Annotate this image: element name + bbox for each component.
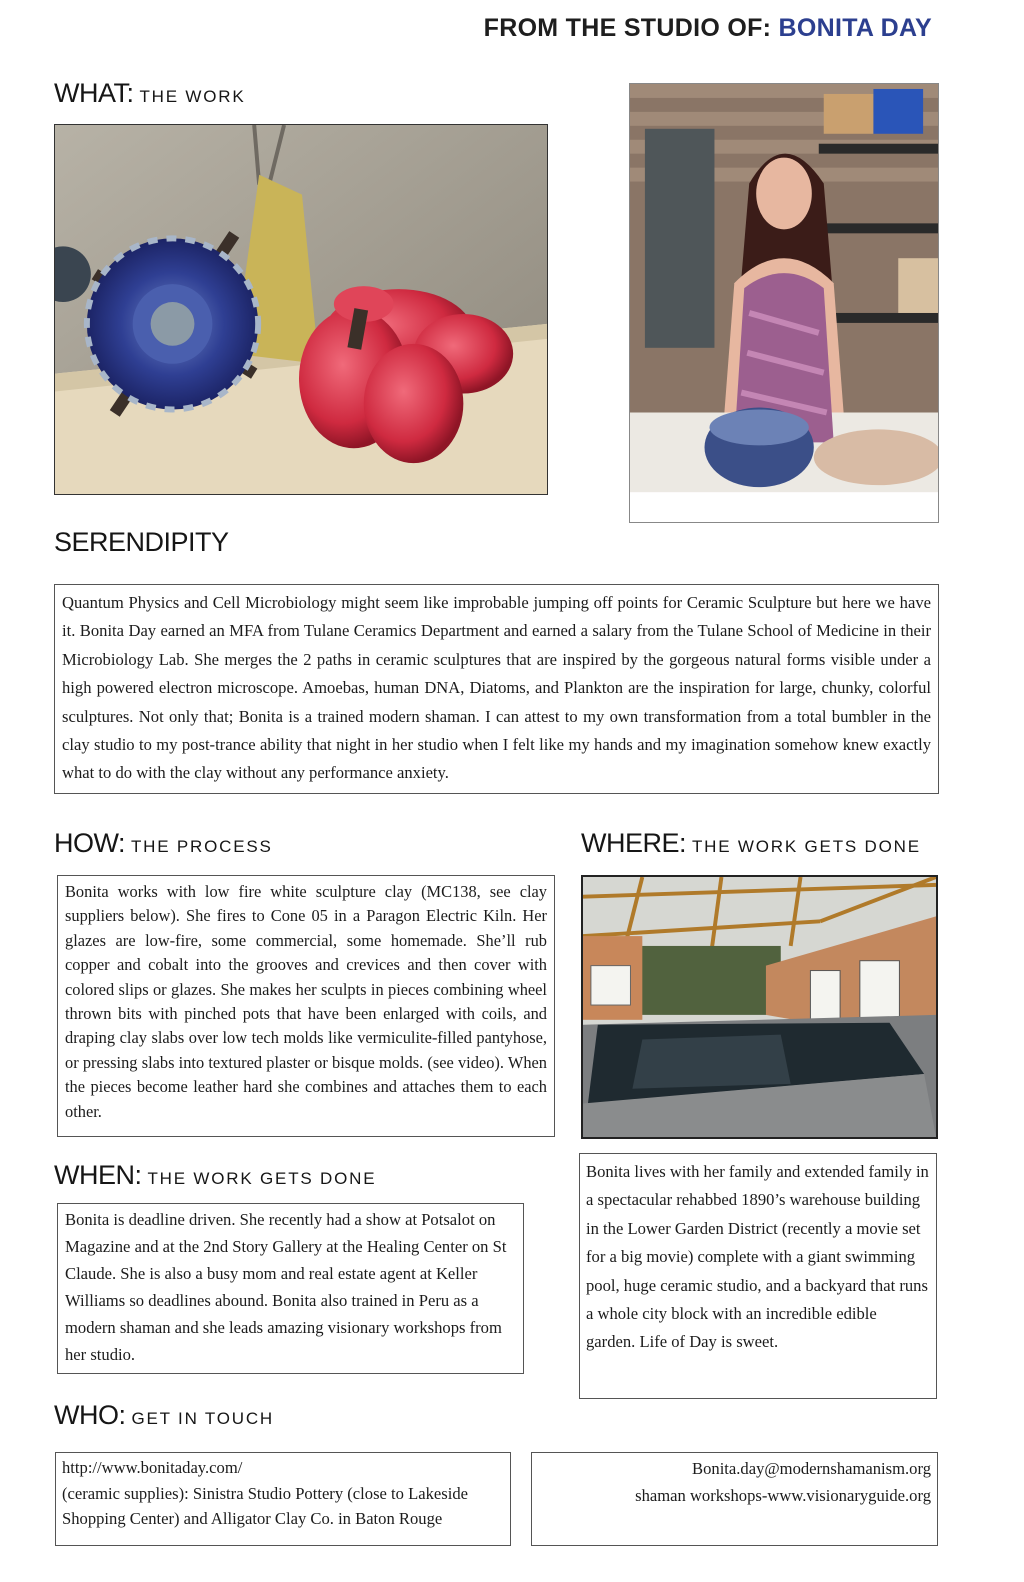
when-heading bbox=[54, 1160, 376, 1191]
serendipity-text: Quantum Physics and Cell Microbiology might seem like improbable jumping off points for Ceramic Sculpture but here we have it. Bonita Day earned an MFA from Tulane Ceramics Department and earned a salary from the Tulane School of Medicine in their Microbiology Lab. She merges the 2 paths in ceramic sculptures that are inspired by the gorgeous natural forms visible under a high powered electron microscope. Amoebas, human DNA, Diatoms, and Plankton are the inspiration for large, chunky, colorful sculptures. Not only that; Bonita is a trained modern shaman. I can attest to my own transformation from a total bumbler in the clay studio to my post-trance ability that night in her studio when I felt like my hands and my imagination somehow knew exactly what to do with the clay without any performance anxiety. bbox=[54, 584, 939, 794]
how-subtitle: THE PROCESS bbox=[131, 837, 273, 856]
who-heading bbox=[54, 1400, 274, 1431]
where-text: Bonita lives with her family and extended family in a spectacular rehabbed 1890’s warehouse building in the Lower Garden District (recently a movie set for a big movie) complete with a giant swimming pool, huge ceramic studio, and a backyard that runs a whole city block with an incredible edible garden. Life of Day is sweet. bbox=[579, 1153, 937, 1399]
how-heading bbox=[54, 828, 273, 859]
when-text: Bonita is deadline driven. She recently had a show at Potsalot on Magazine and at the 2nd Story Gallery at the Healing Center on St Claude. She is also a busy mom and real estate agent at Keller Williams so deadlines abound. Bonita also trained in Peru as a modern shaman and she leads amazing visionary workshops from her studio. bbox=[57, 1203, 524, 1374]
who-left-box bbox=[55, 1452, 511, 1546]
where-subtitle: THE WORK GETS DONE bbox=[692, 837, 921, 856]
how-text: Bonita works with low fire white sculpture clay (MC138, see clay suppliers below). She fires to Cone 05 in a Paragon Electric Kiln. Her glazes are low-fire, some commercial, some homemade. She’ll rub copper and cobalt into the grooves and crevices and then cover with colored slips or glazes. She makes her sculpts in pieces combining wheel thrown bits with pinched pots that have been enlarged with coils, and draping clay slabs over low tech molds like vermiculite-filled pantyhose, or pressing slabs into textured plaster or bisque molds. (see video). When the pieces become leather hard she combines and attaches them to each other. bbox=[57, 875, 555, 1137]
page-header bbox=[484, 14, 932, 43]
artist-photo bbox=[629, 83, 939, 523]
when-title: WHEN: bbox=[54, 1160, 142, 1190]
supplies-line-1: (ceramic supplies): Sinistra Studio Pottery (close to Lakeside bbox=[62, 1483, 468, 1503]
what-heading bbox=[54, 78, 246, 109]
who-right-box bbox=[531, 1452, 938, 1546]
how-title: HOW: bbox=[54, 828, 125, 858]
header-lead: FROM THE STUDIO OF: bbox=[483, 14, 779, 42]
what-title: WHAT: bbox=[54, 78, 134, 108]
serendipity-heading bbox=[54, 527, 229, 558]
who-title: WHO: bbox=[54, 1400, 126, 1430]
pool-photo bbox=[581, 875, 938, 1139]
supplies-line-2: Shopping Center) and Alligator Clay Co. in Baton Rouge bbox=[62, 1509, 443, 1528]
where-title: WHERE: bbox=[581, 828, 686, 858]
what-subtitle: THE WORK bbox=[139, 87, 246, 106]
workshops-link[interactable]: shaman workshops-www.visionaryguide.org bbox=[635, 1486, 931, 1505]
where-heading bbox=[581, 828, 921, 859]
sculpture-photo bbox=[54, 124, 548, 495]
who-subtitle: GET IN TOUCH bbox=[131, 1409, 275, 1428]
artist-name: BONITA DAY bbox=[778, 14, 932, 42]
website-link[interactable]: http://www.bonitaday.com/ bbox=[62, 1458, 243, 1477]
email-link[interactable]: Bonita.day@modernshamanism.org bbox=[692, 1459, 931, 1478]
serendipity-title: SERENDIPITY bbox=[54, 527, 229, 557]
when-subtitle: THE WORK GETS DONE bbox=[147, 1169, 377, 1188]
